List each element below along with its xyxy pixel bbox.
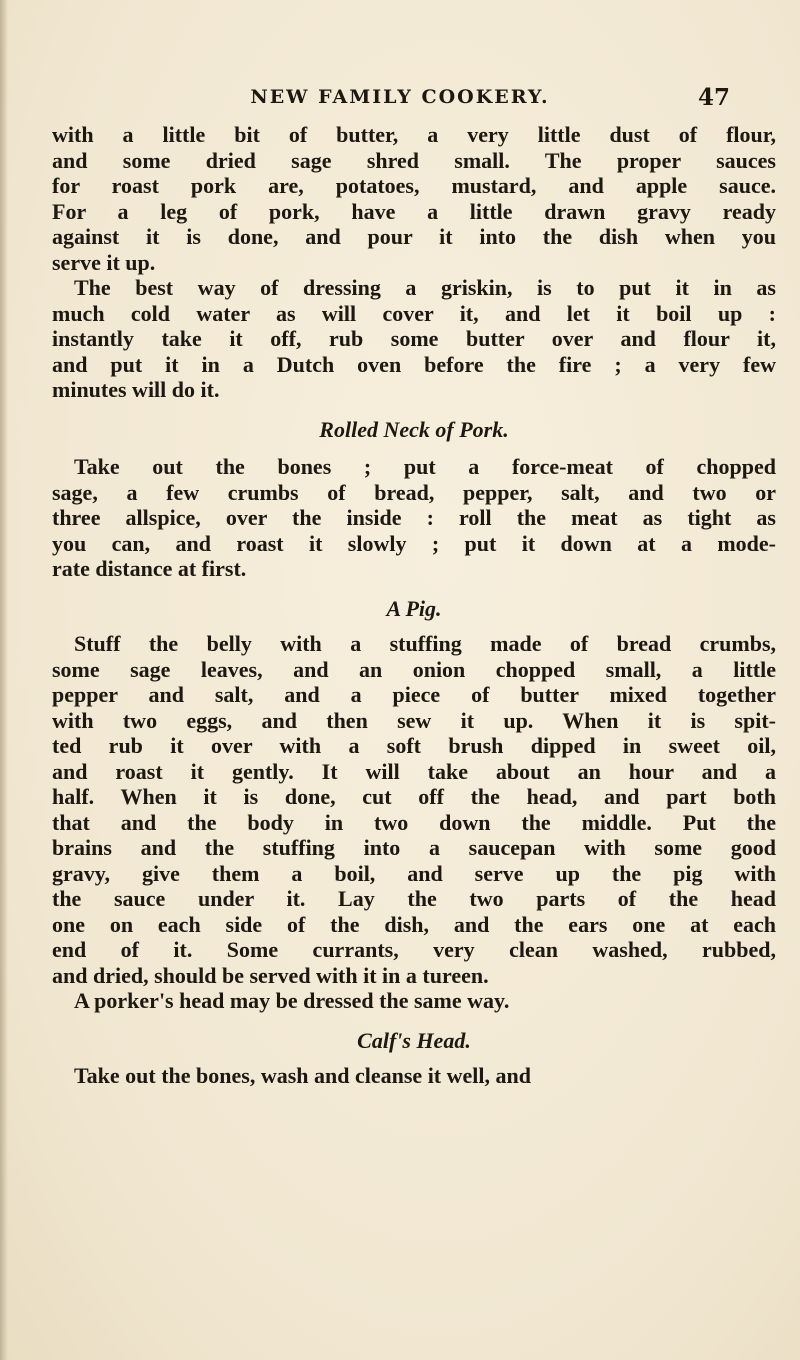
body-text (52, 122, 776, 1089)
text-line: three allspice, over the inside : roll the meat as tight as (52, 505, 776, 530)
text-line: half. When it is done, cut off the head, and part both (52, 784, 776, 809)
text-line: gravy, give them a boil, and serve up the pig with (52, 860, 776, 886)
recipe-heading: Rolled Neck of Pork. (319, 416, 509, 442)
section-rolled-neck-of-pork (52, 417, 776, 582)
text-line: with two eggs, and then sew it up. When it is spit- (52, 707, 776, 733)
section-calfs-head (52, 1028, 776, 1089)
text-line: Take out the bones ; put a force-meat of chopped (74, 454, 776, 479)
text-line: and some dried sage shred small. The proper sauces (52, 147, 776, 173)
text-line: end of it. Some currants, very clean washed, rubbed, (52, 937, 776, 962)
text-line: ted rub it over with a soft brush dipped in sweet oil, (52, 733, 776, 758)
text-line: and roast it gently. It will take about an hour and a (52, 758, 776, 784)
text-line: one on each side of the dish, and the ears one at each (52, 911, 776, 937)
text-line: sage, a few crumbs of bread, pepper, salt, and two or (52, 479, 776, 505)
text-line: much cold water as will cover it, and let it boil up : (52, 300, 776, 326)
text-line: For a leg of pork, have a little drawn gravy ready (52, 198, 776, 224)
page-gutter-shadow (0, 0, 8, 1360)
page-number: 47 (697, 84, 730, 111)
text-line: that and the body in two down the middle. Put the (52, 809, 776, 835)
text-line: instantly take it off, rub some butter over and flour it, (52, 326, 776, 351)
text-line: Stuff the belly with a stuffing made of bread crumbs, (74, 631, 776, 656)
recipe-heading: Calf's Head. (357, 1027, 471, 1053)
text-line: some sage leaves, and an onion chopped small, a little (52, 656, 776, 682)
text-line: the sauce under it. Lay the two parts of the head (52, 886, 776, 911)
section-a-pig (52, 596, 776, 1014)
text-line: against it is done, and pour it into the dish when you (52, 224, 776, 249)
recipe-heading: A Pig. (386, 595, 442, 621)
section-pork-continued (52, 122, 776, 403)
text-line: and put it in a Dutch oven before the fire ; a very few (52, 351, 776, 377)
page-header (0, 86, 800, 116)
text-line: with a little bit of butter, a very little dust of flour, (52, 122, 776, 147)
text-line: The best way of dressing a griskin, is to put it in as (74, 275, 776, 300)
text-line: A porker's head may be dressed the same way. (74, 988, 510, 1013)
text-line: serve it up. (52, 249, 156, 275)
text-line: pepper and salt, and a piece of butter mixed together (52, 682, 776, 707)
running-title: NEW FAMILY COOKERY. (250, 86, 550, 108)
text-line: you can, and roast it slowly ; put it down at a mode- (52, 530, 776, 556)
text-line: Take out the bones, wash and cleanse it well, and (74, 1063, 531, 1088)
text-line: for roast pork are, potatoes, mustard, and apple sauce. (52, 173, 776, 198)
text-line: rate distance at first. (52, 556, 247, 581)
text-line: minutes will do it. (52, 377, 220, 402)
text-line: brains and the stuffing into a saucepan with some good (52, 835, 776, 860)
text-line: and dried, should be served with it in a tureen. (52, 962, 489, 988)
